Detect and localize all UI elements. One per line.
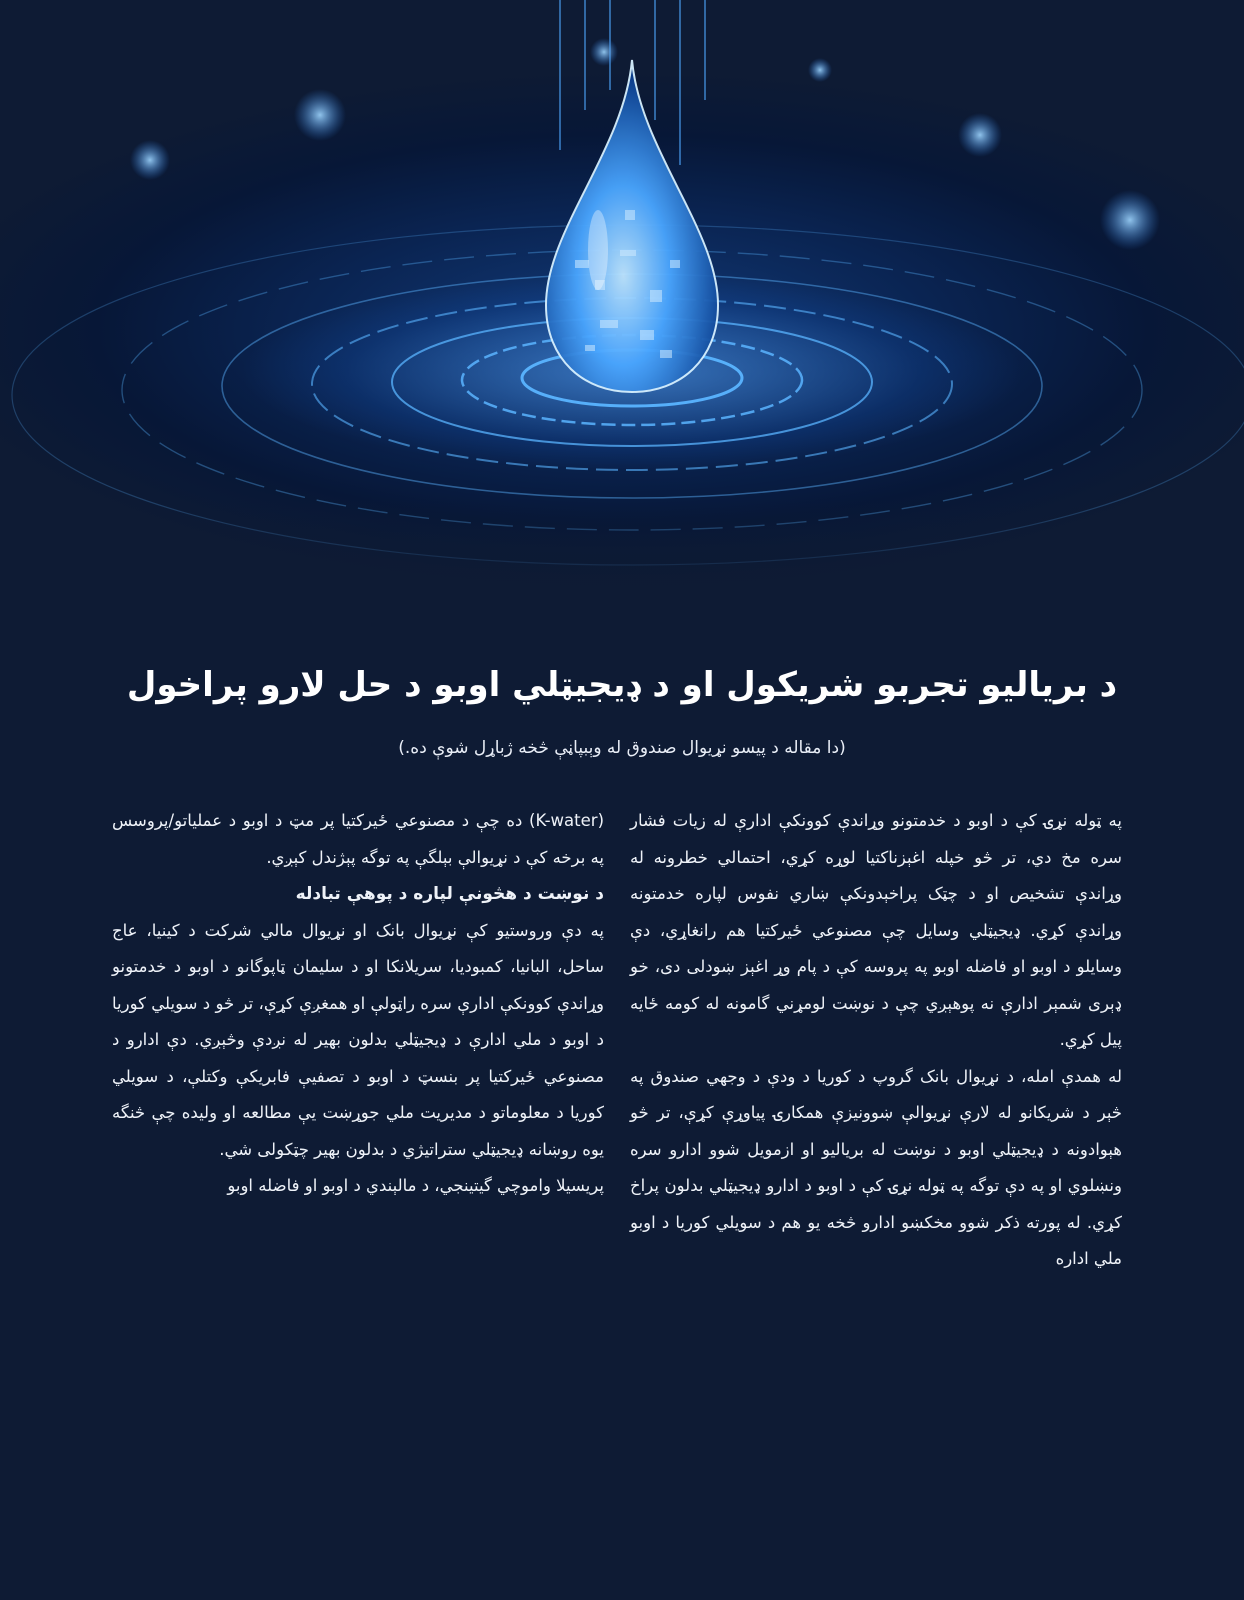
section-heading: د نوښت د هڅونې لپاره د پوهې تبادله	[295, 884, 604, 904]
paragraph: په ټوله نړۍ کې د اوبو د خدمتونو وړاندې کوونکې ادارې له زیات فشار سره مخ دي، تر څو خپله اغېزناکتیا لوړه کړي، احتمالي خطرونه له وړاندې تشخیص او د چټک پراخېدونکې ښاري نفوس لپاره خدمتونه وړاندې کړي. ډیجیټلي وسایل چې مصنوعي ځیرکتیا هم رانغاړي، دې وسایلو د اوبو او فاضله اوبو په پروسه کې د پام وړ اغېز ښودلی دی، خو ډېری شمېر ادارې نه پوهېږي چې د نوښت لومړني گامونه له کومه ځایه پیل کړي.	[630, 811, 1122, 1049]
article-title: د بریالیو تجربو شریکول او د ډیجیټلي اوبو د حل لارو پراخول	[126, 664, 1118, 705]
hero-fade	[0, 500, 1244, 620]
paragraph: (K-water) ده چې د مصنوعي ځیرکتیا پر مټ د اوبو د عملیاتو/پروسس په برخه کې د نړیوالې بېلگې په توگه پېژندل کېږي.	[112, 811, 604, 867]
article-column-left	[112, 803, 604, 1205]
paragraph: په دې وروستیو کې نړیوال بانک او نړیوال مالي شرکت د کینیا، عاج ساحل، البانیا، کمبودیا، سریلانکا او د سلیمان ټاپوگانو د اوبو د خدمتونو وړاندې کوونکې ادارې سره راټولې او همغږې کړې، تر څو د سویلي کوریا د اوبو د ملي ادارې د ډیجیټلي بدلون بهیر له نږدې وڅېږي. دې ادارو د مصنوعي ځیرکتیا پر بنسټ د اوبو د تصفیې فابریکې وکتلې، د سویلي کوریا د معلوماتو د مدیریت ملي جوړښت یې مطالعه او ولیده چې څنگه یوه روښانه ډیجیټلي ستراتیژي د بدلون بهیر چټکولی شي.	[112, 920, 604, 1159]
paragraph: له همدې امله، د نړیوال بانک گروپ د کوریا د ودې د وجهي صندوق په څېر د شریکانو له لارې نړیوالې ښوونیزې همکارۍ پیاوړې کړې، تر څو هېوادونه د ډیجیټلي اوبو د نوښت له بریالیو او ازمویل شوو ادارو سره ونښلوي او په دې توگه په ټوله نړۍ کې د اوبو د ادارو ډیجیټلي بدلون پراخ کړي. له پورته ذکر شوو مخکښو ادارو څخه یو هم د سویلي کوریا د اوبو ملي اداره	[630, 1066, 1122, 1268]
article-source-note: (دا مقاله د پیسو نړیوال صندوق له وېبپاڼې څخه ژباړل شوې ده.)	[398, 738, 846, 758]
hero-image	[0, 0, 1244, 610]
article-column-right	[630, 803, 1122, 1278]
paragraph: پریسیلا واموچي گیتینجي، د مالېندي د اوبو او فاضله اوبو	[227, 1176, 604, 1195]
